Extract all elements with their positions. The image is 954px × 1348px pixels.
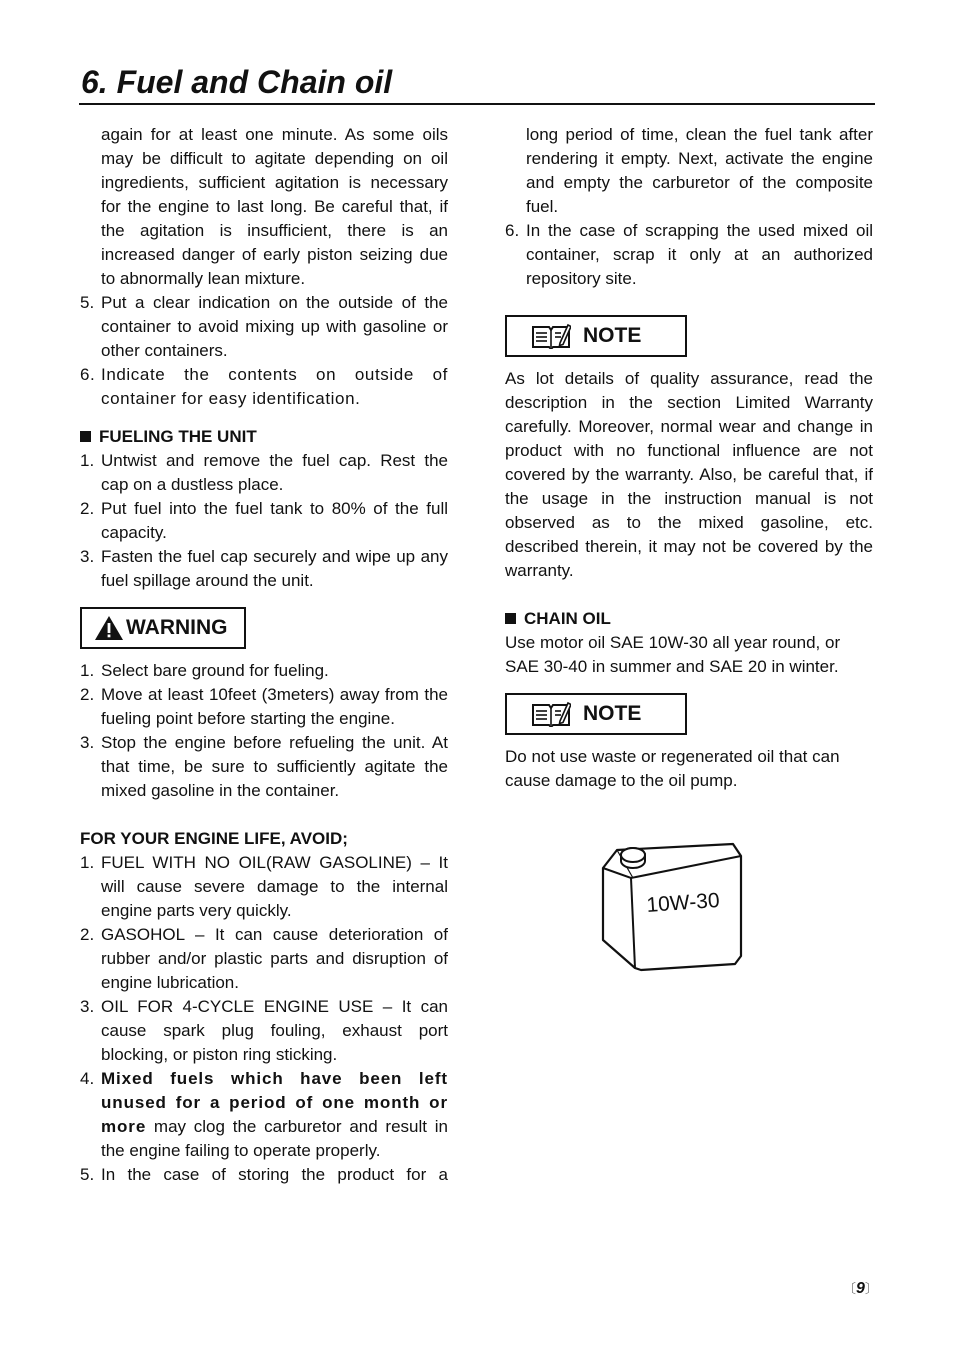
list-item-text: Put a clear indication on the outside of the container to avoid mixing up with gasoline or other containers. xyxy=(101,293,448,360)
list-item-text: may clog the carburetor and result in the engine failing to operate properly. xyxy=(101,1117,448,1160)
list-item-text: In the case of storing the product for a xyxy=(101,1165,448,1184)
note-box xyxy=(505,315,687,357)
continued-paragraph: again for at least one minute. As some oils may be difficult to agitate depending on oil ingredients, sufficient agitation is necessary for the engine to last long. Be careful that, if the agitation is insufficient, there is an increased danger of early piston seizing due to abnormally lean mixture. xyxy=(101,125,448,288)
list-item xyxy=(80,851,448,923)
note-book-icon xyxy=(531,701,571,727)
list-item-text: Put fuel into the fuel tank to 80% of the full capacity. xyxy=(101,499,448,542)
list-item-number: 6. xyxy=(505,221,520,240)
list-item-text: Stop the engine before refueling the unit. At that time, be sure to sufficiently agitate the mixed gasoline in the container. xyxy=(101,733,448,800)
note-text: Do not use waste or regenerated oil that can cause damage to the oil pump. xyxy=(505,747,840,790)
list-item-text: FUEL WITH NO OIL(RAW GASOLINE) – It will cause severe damage to the internal engine parts very quickly. xyxy=(101,853,448,920)
list-item xyxy=(80,995,448,1067)
fueling-heading-text: FUELING THE UNIT xyxy=(99,427,257,446)
note-label: NOTE xyxy=(583,324,642,347)
fueling-heading xyxy=(80,425,448,449)
list-item-text: Move at least 10feet (3meters) away from the fueling point before starting the engine. xyxy=(101,685,448,728)
square-bullet-icon xyxy=(505,613,516,624)
note-book-icon xyxy=(531,323,571,349)
oil-can-illustration xyxy=(595,838,755,978)
oil-can-label: 10W-30 xyxy=(645,888,721,917)
list-item-text: Untwist and remove the fuel cap. Rest the cap on a dustless place. xyxy=(101,451,448,494)
list-item-text: Select bare ground for fueling. xyxy=(101,661,329,680)
note-label: NOTE xyxy=(583,702,642,725)
list-item-number: 5. xyxy=(80,293,95,312)
list-item xyxy=(80,1067,448,1163)
note-text: As lot details of quality assurance, read the description in the section Limited Warranty carefully. Moreover, normal wear and change in product with no functional influence are not covered by the warranty. Also, be careful that, if the usage in the instruction manual is not observed as to the mixed gasoline, etc. described therein, it may not be covered by the warranty. xyxy=(505,369,873,580)
list-item-number: 2. xyxy=(80,685,95,704)
list-item-number: 5. xyxy=(80,1165,95,1184)
list-item-number: 3. xyxy=(80,733,95,752)
list-item xyxy=(80,363,448,411)
list-item xyxy=(505,219,873,291)
list-item xyxy=(80,1163,448,1187)
left-column xyxy=(80,123,448,1187)
chain-oil-text: Use motor oil SAE 10W-30 all year round, or SAE 30-40 in summer and SAE 20 in winter. xyxy=(505,633,841,676)
list-item xyxy=(80,923,448,995)
list-item-number: 2. xyxy=(80,499,95,518)
list-item xyxy=(80,449,448,497)
list-item-text: Indicate the contents on outside of container for easy identification. xyxy=(101,365,448,408)
warning-box xyxy=(80,607,246,649)
chain-oil-heading xyxy=(505,607,873,631)
continued-paragraph: long period of time, clean the fuel tank after rendering it empty. Next, activate the engine and empty the carburetor of the composite fuel. xyxy=(526,125,873,216)
list-item xyxy=(80,545,448,593)
title-rule xyxy=(79,103,875,105)
square-bullet-icon xyxy=(80,431,91,442)
list-item-bold-text: Mixed fuels which have been left unused for a period of one month or more xyxy=(101,1069,448,1136)
page-number-bracket-right: 〕 xyxy=(864,1281,878,1296)
list-item-text: GASOHOL – It can cause deterioration of rubber and/or plastic parts and disruption of engine lubrication. xyxy=(101,925,448,992)
list-item-number: 3. xyxy=(80,997,95,1016)
list-item-number: 6. xyxy=(80,365,96,384)
list-item-number: 1. xyxy=(80,451,95,470)
page-title: 6. Fuel and Chain oil xyxy=(81,64,393,100)
list-item xyxy=(80,731,448,803)
list-item-number: 1. xyxy=(80,661,95,680)
chain-oil-heading-text: CHAIN OIL xyxy=(524,609,611,628)
list-item-number: 1. xyxy=(80,853,95,872)
list-item xyxy=(80,683,448,731)
right-column xyxy=(505,123,873,793)
warning-label: WARNING xyxy=(126,616,228,639)
avoid-heading: FOR YOUR ENGINE LIFE, AVOID; xyxy=(80,829,348,848)
list-item-text: In the case of scrapping the used mixed oil container, scrap it only at an authorized repository site. xyxy=(526,221,873,288)
list-item-number: 2. xyxy=(80,925,95,944)
list-item-text: OIL FOR 4-CYCLE ENGINE USE – It can cause spark plug fouling, exhaust port blocking, or piston ring sticking. xyxy=(101,997,448,1064)
page-number-bracket-left: 〔 xyxy=(843,1281,857,1296)
page-number xyxy=(843,1278,878,1298)
note-box xyxy=(505,693,687,735)
list-item-number: 3. xyxy=(80,547,95,566)
warning-triangle-icon xyxy=(94,615,124,641)
page-number-value: 9 xyxy=(856,1280,865,1297)
list-item xyxy=(80,659,448,683)
list-item-text: Fasten the fuel cap securely and wipe up any fuel spillage around the unit. xyxy=(101,547,448,590)
list-item xyxy=(80,291,448,363)
list-item xyxy=(80,497,448,545)
list-item-number: 4. xyxy=(80,1069,95,1088)
